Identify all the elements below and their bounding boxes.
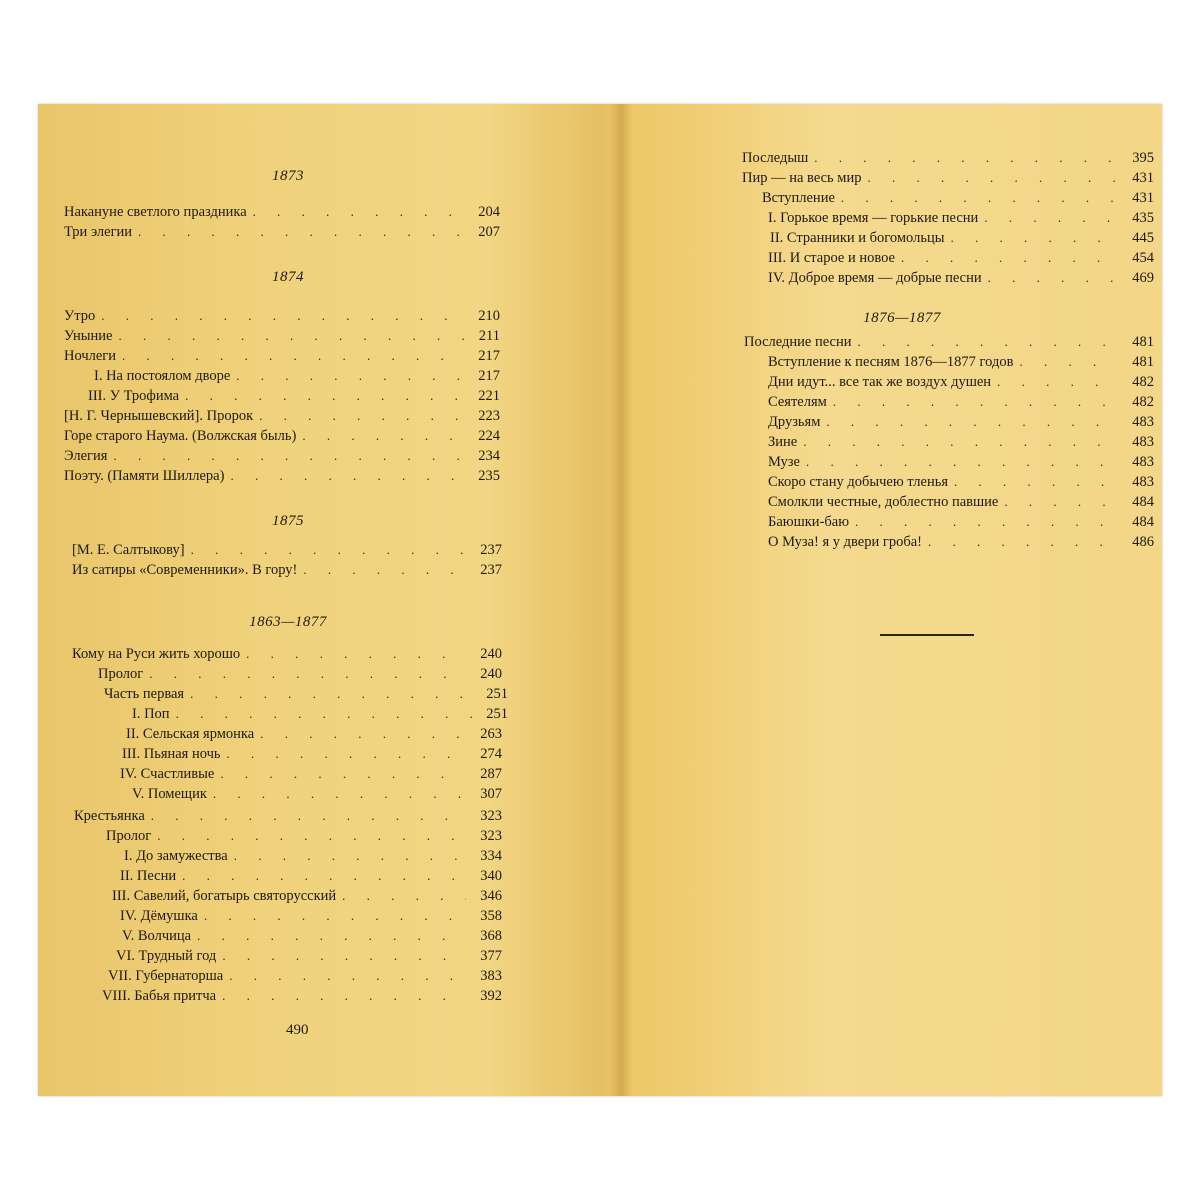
toc-entry-title: V. Волчица [122,928,192,944]
dot-leader [222,986,466,1006]
toc-entry-title: Уныние [64,328,113,344]
toc-entry [116,946,502,966]
toc-entry [768,248,1154,268]
dot-leader [185,386,464,406]
toc-entry-title: Музе [768,454,800,470]
toc-entry [744,332,1154,352]
toc-entry [126,724,502,744]
toc-entry-title: Скоро стану добычею тленья [768,474,948,490]
dot-leader [149,664,466,684]
dot-leader [806,452,1118,472]
end-rule [880,634,974,636]
toc-entry-title: Зине [768,434,798,450]
dot-leader [191,540,466,560]
toc-entry [72,540,502,560]
toc-entry-page: 395 [1132,150,1154,166]
toc-entry-title: Крестьянка [74,808,145,824]
dot-leader [220,764,466,784]
section-heading: 1873 [272,168,304,184]
toc-entry [768,268,1154,288]
dot-leader [954,472,1118,492]
dot-leader [118,326,464,346]
toc-entry-page: 235 [478,468,500,484]
toc-entry-page: 234 [478,448,500,464]
toc-entry-title: Смолкли честные, доблестно павшие [768,494,999,510]
dot-leader [176,704,472,724]
toc-entry-page: 445 [1132,230,1154,246]
toc-entry-title: III. И старое и новое [768,250,895,266]
toc-entry [64,306,500,326]
toc-entry-page: 383 [480,968,502,984]
toc-entry [122,744,502,764]
dot-leader [342,886,466,906]
toc-entry-page: 340 [480,868,502,884]
toc-entry-title: V. Помещик [132,786,207,802]
toc-entry [94,366,500,386]
section-heading: 1875 [272,513,304,529]
toc-entry-page: 323 [480,828,502,844]
toc-entry-page: 483 [1132,474,1154,490]
toc-entry-title: Последние песни [744,334,852,350]
toc-entry [762,188,1154,208]
toc-entry-title: VII. Губернаторша [108,968,224,984]
toc-entry-title: VI. Трудный год [116,948,217,964]
toc-entry-title: О Муза! я у двери гроба! [768,534,922,550]
toc-entry-title: I. На постоялом дворе [94,368,231,384]
dot-leader [901,248,1118,268]
toc-entry-page: 484 [1132,514,1154,530]
toc-entry-page: 454 [1132,250,1154,266]
toc-entry-page: 482 [1132,394,1154,410]
toc-entry-page: 240 [480,646,502,662]
toc-entry [768,392,1154,412]
toc-entry [768,512,1154,532]
dot-leader [928,532,1118,552]
toc-entry-page: 334 [480,848,502,864]
toc-entry [768,372,1154,392]
toc-entry-title: Пролог [98,666,144,682]
dot-leader [867,168,1118,188]
toc-entry [74,806,502,826]
toc-entry [64,222,500,242]
toc-entry-title: II. Сельская ярмонка [126,726,255,742]
toc-entry-page: 287 [480,766,502,782]
dot-leader [260,724,466,744]
toc-entry [132,784,502,804]
toc-entry [72,644,502,664]
toc-entry-page: 482 [1132,374,1154,390]
book-gutter [610,104,632,1096]
dot-leader [113,446,464,466]
toc-entry-page: 207 [478,224,500,240]
toc-entry-page: 210 [478,308,500,324]
dot-leader [227,744,466,764]
toc-entry-title: Поэту. (Памяти Шиллера) [64,468,225,484]
section-heading: 1876—1877 [863,310,941,326]
toc-entry [768,208,1154,228]
toc-entry [768,472,1154,492]
toc-entry-page: 435 [1132,210,1154,226]
toc-entry [124,846,502,866]
dot-leader [1019,352,1118,372]
toc-entry-page: 346 [480,888,502,904]
toc-entry-page: 223 [478,408,500,424]
toc-entry-title: IV. Дёмушка [120,908,198,924]
toc-entry-page: 431 [1132,170,1154,186]
dot-leader [302,426,464,446]
toc-entry [64,446,500,466]
toc-entry-title: Дни идут... все так же воздух душен [768,374,992,390]
dot-leader [101,306,464,326]
dot-leader [182,866,466,886]
toc-entry-title: I. Горькое время — горькие песни [768,210,979,226]
toc-entry-title: I. До замужества [124,848,228,864]
toc-entry-title: II. Песни [120,868,177,884]
toc-entry [120,906,502,926]
toc-entry [64,326,500,346]
toc-entry [64,346,500,366]
toc-entry-title: II. Странники и богомольцы [770,230,945,246]
toc-entry-page: 263 [480,726,502,742]
dot-leader [234,846,466,866]
toc-entry-page: 224 [478,428,500,444]
dot-leader [988,268,1118,288]
toc-entry-page: 481 [1132,334,1154,350]
toc-entry [104,684,508,704]
toc-entry-page: 221 [478,388,500,404]
toc-entry-title: Кому на Руси жить хорошо [72,646,241,662]
toc-entry-title: I. Поп [132,706,170,722]
toc-entry [768,492,1154,512]
dot-leader [246,644,466,664]
page-number: 490 [286,1022,309,1038]
toc-entry [98,664,502,684]
section-heading: 1863—1877 [249,614,327,630]
dot-leader [259,406,464,426]
toc-entry-title: Сеятелям [768,394,827,410]
dot-leader [138,222,464,242]
toc-entry-page: 323 [480,808,502,824]
dot-leader [197,926,466,946]
toc-entry-page: 358 [480,908,502,924]
toc-entry [768,432,1154,452]
toc-entry [112,886,502,906]
dot-leader [997,372,1118,392]
toc-entry [768,352,1154,372]
toc-entry-page: 251 [486,686,508,702]
toc-entry [120,764,502,784]
toc-entry-page: 483 [1132,434,1154,450]
toc-entry [64,202,500,222]
toc-entry-page: 251 [486,706,508,722]
dot-leader [229,966,466,986]
dot-leader [230,466,464,486]
dot-leader [833,392,1118,412]
left-page [38,104,610,1096]
toc-entry-title: III. Пьяная ночь [122,746,221,762]
toc-entry-title: Три элегии [64,224,133,240]
toc-entry-title: Горе старого Наума. (Волжская быль) [64,428,297,444]
toc-entry-page: 431 [1132,190,1154,206]
toc-entry-title: Пир — на весь мир [742,170,862,186]
toc-entry [122,926,502,946]
toc-entry-page: 392 [480,988,502,1004]
toc-entry [132,704,508,724]
toc-entry-page: 368 [480,928,502,944]
toc-entry-title: IV. Доброе время — добрые песни [768,270,982,286]
toc-entry-title: IV. Счастливые [120,766,215,782]
dot-leader [190,684,472,704]
toc-entry-title: Друзьям [768,414,821,430]
toc-entry-page: 211 [478,328,500,344]
toc-entry [108,966,502,986]
toc-entry [768,452,1154,472]
dot-leader [222,946,466,966]
dot-leader [984,208,1118,228]
toc-entry-title: VIII. Бабья притча [102,988,217,1004]
right-page [632,104,1162,1096]
dot-leader [857,332,1118,352]
toc-entry [770,228,1154,248]
toc-entry [106,826,502,846]
dot-leader [855,512,1118,532]
dot-leader [1004,492,1118,512]
toc-entry-page: 240 [480,666,502,682]
toc-entry [64,466,500,486]
toc-entry-page: 307 [480,786,502,802]
toc-entry-page: 274 [480,746,502,762]
toc-entry-title: Вступление [762,190,835,206]
dot-leader [253,202,464,222]
toc-entry-page: 483 [1132,454,1154,470]
toc-entry [64,406,500,426]
toc-entry-title: III. Савелий, богатырь святорусский [112,888,337,904]
toc-entry-title: Часть первая [104,686,185,702]
toc-entry-title: Из сатиры «Современники». В гору! [72,562,298,578]
toc-entry-page: 217 [478,368,500,384]
dot-leader [204,906,466,926]
open-book [38,104,1162,1096]
toc-entry [102,986,502,1006]
dot-leader [236,366,464,386]
toc-entry-page: 204 [478,204,500,220]
toc-entry-title: [М. Е. Салтыкову] [72,542,185,558]
toc-entry-page: 237 [480,542,502,558]
toc-entry [120,866,502,886]
toc-entry [64,426,500,446]
dot-leader [803,432,1118,452]
toc-entry-title: Баюшки-баю [768,514,850,530]
toc-entry-title: Ночлеги [64,348,117,364]
section-heading: 1874 [272,269,304,285]
dot-leader [950,228,1118,248]
dot-leader [151,806,466,826]
toc-entry-title: Вступление к песням 1876—1877 годов [768,354,1014,370]
dot-leader [213,784,466,804]
toc-entry-page: 484 [1132,494,1154,510]
toc-entry [742,168,1154,188]
toc-entry-page: 481 [1132,354,1154,370]
toc-entry [768,532,1154,552]
toc-entry-title: Элегия [64,448,108,464]
dot-leader [157,826,466,846]
toc-entry [72,560,502,580]
toc-entry-title: Пролог [106,828,152,844]
toc-entry-title: [Н. Г. Чернышевский]. Пророк [64,408,254,424]
toc-entry-title: Последыш [742,150,809,166]
toc-entry-page: 486 [1132,534,1154,550]
dot-leader [841,188,1118,208]
toc-entry [768,412,1154,432]
toc-entry-title: III. У Трофима [88,388,180,404]
dot-leader [826,412,1118,432]
toc-entry [88,386,500,406]
toc-entry-title: Утро [64,308,96,324]
toc-entry-page: 217 [478,348,500,364]
toc-entry [742,148,1154,168]
toc-entry-title: Накануне светлого праздника [64,204,247,220]
toc-entry-page: 237 [480,562,502,578]
toc-entry-page: 483 [1132,414,1154,430]
dot-leader [122,346,464,366]
toc-entry-page: 469 [1132,270,1154,286]
toc-entry-page: 377 [480,948,502,964]
dot-leader [303,560,466,580]
dot-leader [814,148,1118,168]
